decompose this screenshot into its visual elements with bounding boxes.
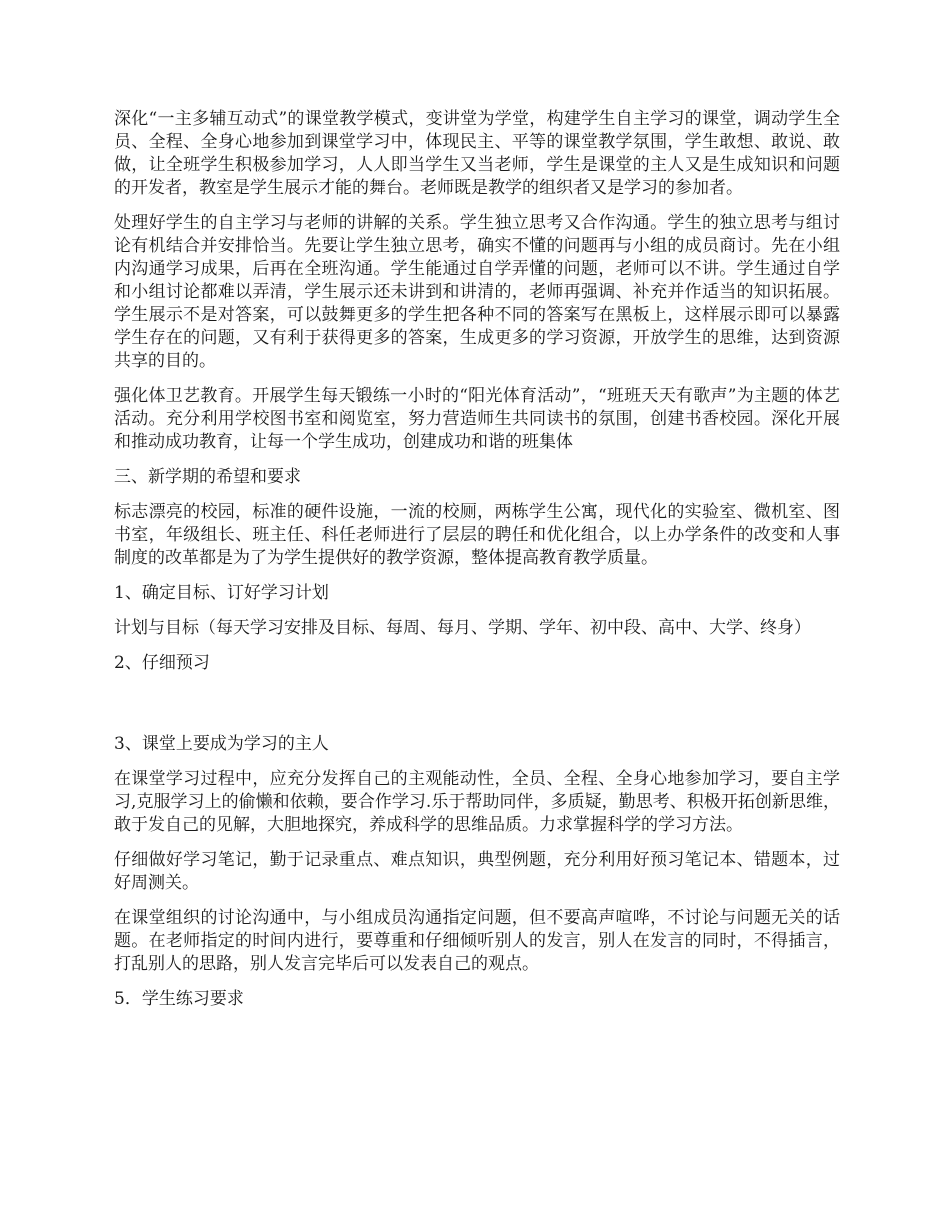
section-heading-new-semester: 三、新学期的希望和要求 [114, 467, 301, 487]
paragraph-plan-goals: 计划与目标（每天学习安排及目标、每周、每月、学期、学年、初中段、高中、大学、终身） [114, 618, 811, 638]
document-body [114, 108, 840, 1023]
paragraph-notes: 仔细做好学习笔记，勤于记录重点、难点知识，典型例题，充分利用好预习笔记本、错题本，过好周测关。 [114, 850, 840, 893]
paragraph-sports-arts-education: 强化体卫艺教育。开展学生每天锻练一小时的“阳光体育活动”，“班班天天有歌声”为主题的体艺活动。充分利用学校图书室和阅览室，努力营造师生共同读书的氛围，创建书香校园。深化开展和推动成功教育，让每一个学生成功，创建成功和谐的班集体 [114, 386, 840, 452]
item-heading-practice-requirements: 5．学生练习要求 [114, 989, 244, 1009]
paragraph-group-discussion: 在课堂组织的讨论沟通中，与小组成员沟通指定问题，但不要高声喧哗，不讨论与问题无关的话题。在老师指定的时间内进行，要尊重和仔细倾听别人的发言，别人在发言的同时，不得插言，打乱别人的思路，别人发言完毕后可以发表自己的观点。 [114, 908, 840, 974]
blank-gap [114, 687, 840, 733]
paragraph-classroom-learning: 在课堂学习过程中，应充分发挥自己的主观能动性，全员、全程、全身心地参加学习，要自主学习,克服学习上的偷懒和依赖，要合作学习.乐于帮助同伴，多质疑，勤思考、积极开拓创新思维，敢于发自己的见解，大胆地探究，养成科学的思维品质。力求掌握科学的学习方法。 [114, 769, 840, 835]
paragraph-teaching-mode: 深化“一主多辅互动式”的课堂教学模式，变讲堂为学堂，构建学生自主学习的课堂，调动学生全员、全程、全身心地参加到课堂学习中，体现民主、平等的课堂教学氛围，学生敢想、敢说、敢做，让全班学生积极参加学习，人人即当学生又当老师，学生是课堂的主人又是生成知识和问题的开发者，教室是学生展示才能的舞台。老师既是教学的组织者又是学习的参加者。 [114, 109, 840, 198]
item-heading-goals: 1、确定目标、订好学习计划 [114, 583, 329, 603]
item-heading-preview: 2、仔细预习 [114, 653, 210, 673]
item-heading-classroom-master: 3、课堂上要成为学习的主人 [114, 734, 329, 754]
paragraph-campus-conditions: 标志漂亮的校园，标准的硬件设施，一流的校厕，两栋学生公寓，现代化的实验室、微机室、图书室，年级组长、班主任、科任老师进行了层层的聘任和优化组合，以上办学条件的改变和人事制度的改革都是为了为学生提供好的教学资源，整体提高教育教学质量。 [114, 502, 840, 568]
paragraph-self-study-relationship: 处理好学生的自主学习与老师的讲解的关系。学生独立思考又合作沟通。学生的独立思考与组讨论有机结合并安排恰当。先要让学生独立思考，确实不懂的问题再与小组的成员商讨。先在小组内沟通学习成果，后再在全班沟通。学生能通过自学弄懂的问题，老师可以不讲。学生通过自学和小组讨论都难以弄清，学生展示还未讲到和讲清的，老师再强调、补充并作适当的知识拓展。学生展示不是对答案，可以鼓舞更多的学生把各种不同的答案写在黑板上，这样展示即可以暴露学生存在的问题，又有利于获得更多的答案，生成更多的学习资源，开放学生的思维，达到资源共享的目的。 [114, 213, 840, 371]
